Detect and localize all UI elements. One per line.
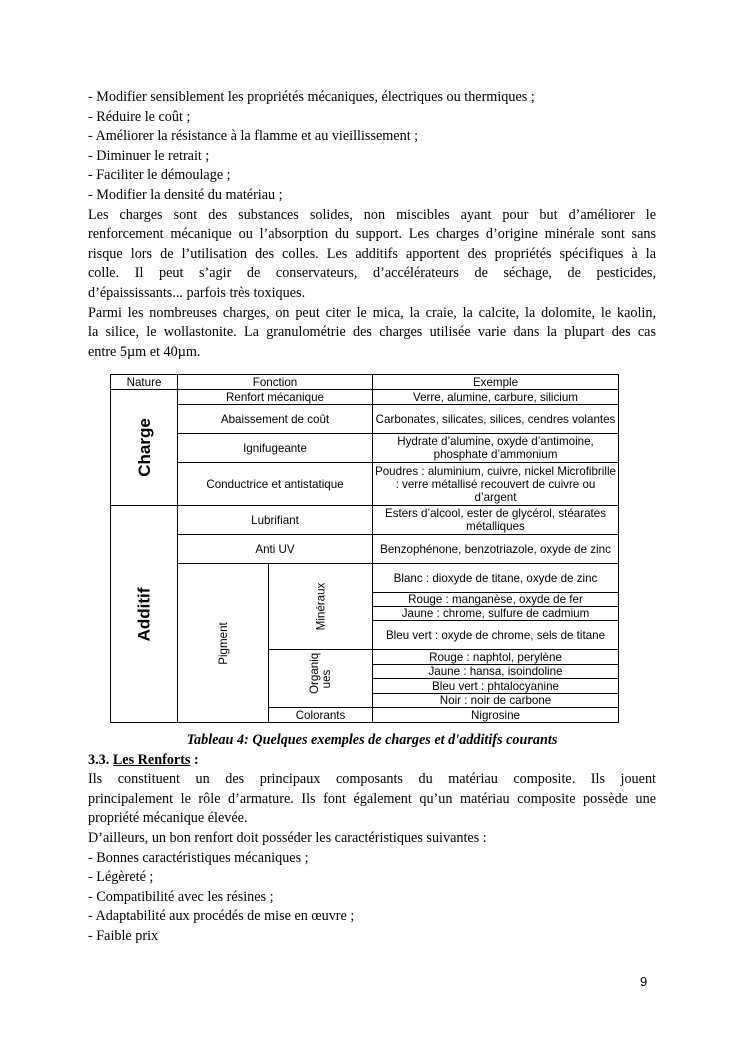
paragraph-line: Les charges sont des substances solides, non miscibles ayant pour but d’améliorer le xyxy=(88,206,656,223)
paragraph-line: entre 5µm et 40µm. xyxy=(88,343,201,360)
section-heading xyxy=(88,751,199,771)
list-item: - Bonnes caractéristiques mécaniques ; xyxy=(88,849,309,866)
table-header-row xyxy=(111,375,619,390)
paragraph-line: Ils constituent un des principaux composants du matériau composite. Ils jouent xyxy=(88,771,656,788)
exemple-cell: Carbonates, silicates, silices, cendres volantes xyxy=(373,405,619,434)
paragraph-line: propriété mécanique élevée. xyxy=(88,810,248,827)
fonction-cell: Abaissement de coût xyxy=(178,405,373,434)
organiques-label: Organiq ues xyxy=(307,652,333,694)
exemple-cell: Jaune : chrome, sulfure de cadmium xyxy=(373,607,619,621)
fonction-cell: Renfort mécanique xyxy=(178,390,373,405)
exemple-cell: Esters d’alcool, ester de glycérol, stéarates métalliques xyxy=(373,506,619,535)
paragraph-renforts xyxy=(88,770,656,829)
list-item: - Améliorer la résistance à la flamme et au vieillissement ; xyxy=(88,128,419,145)
list-item: - Modifier sensiblement les propriétés mécaniques, électriques ou thermiques ; xyxy=(88,89,535,105)
list-item: - Adaptabilité aux procédés de mise en œuvre ; xyxy=(88,908,355,925)
list-item: - Réduire le coût ; xyxy=(88,108,191,125)
exemple-cell: Bleu vert : oxyde de chrome, sels de titane xyxy=(373,621,619,650)
table-row xyxy=(111,506,619,535)
exemple-cell: Verre, alumine, carbure, silicium xyxy=(373,390,619,405)
table-row xyxy=(111,390,619,405)
header-nature: Nature xyxy=(111,375,178,390)
paragraph-charges xyxy=(88,206,656,304)
list-item: - Faible prix xyxy=(88,927,159,944)
group-additif-label: Additif xyxy=(134,587,154,641)
list-item: - Compatibilité avec les résines ; xyxy=(88,888,274,905)
organiques-cell xyxy=(269,650,373,708)
list-item: - Faciliter le démoulage ; xyxy=(88,167,231,184)
fonction-cell: Lubrifiant xyxy=(178,506,373,535)
intro-line: D’ailleurs, un bon renfort doit posséder les caractéristiques suivantes : xyxy=(88,829,487,846)
table-row xyxy=(111,405,619,434)
exemple-cell: Bleu vert : phtalocyanine xyxy=(373,679,619,694)
exemple-cell: Blanc : dioxyde de titane, oxyde de zinc xyxy=(373,564,619,593)
page-number: 9 xyxy=(640,974,648,989)
paragraph-line: principalement le rôle d’armature. Ils font également qu’un matériau composite possède une xyxy=(88,790,656,807)
table-row xyxy=(111,535,619,564)
group-charge-label: Charge xyxy=(134,418,154,477)
paragraph-line: la silice, le wollastonite. La granulométrie des charges utilisée varie dans la plupart des cas xyxy=(88,324,656,341)
mineraux-label: Minéraux xyxy=(314,582,327,631)
group-charge xyxy=(111,390,178,506)
paragraph-line: renforcement mécanique ou l’absorption du support. Les charges d’origine minérale sont sans xyxy=(88,226,656,243)
paragraph-line: Parmi les nombreuses charges, on peut citer le mica, la craie, la calcite, la dolomite, le kaolin, xyxy=(88,304,656,321)
exemple-cell: Jaune : hansa, isoindoline xyxy=(373,665,619,679)
paragraph-line: colle. Il peut s’agir de conservateurs, d’accélérateurs de séchage, de pesticides, xyxy=(88,265,656,282)
pigment-label: Pigment xyxy=(216,621,230,665)
table-row xyxy=(111,434,619,463)
fonction-cell: Conductrice et antistatique xyxy=(178,463,373,506)
colorants-cell: Colorants xyxy=(269,708,373,723)
section-title: Les Renforts xyxy=(112,751,191,768)
exemple-cell: Benzophénone, benzotriazole, oxyde de zinc xyxy=(373,535,619,564)
header-exemple: Exemple xyxy=(373,375,619,390)
paragraph-examples xyxy=(88,304,656,363)
charges-additifs-table xyxy=(110,374,619,723)
list-item: - Modifier la densité du matériau ; xyxy=(88,187,283,203)
paragraph-line: risque lors de l’utilisation des colles. Les additifs apportent des propriétés spécifiques à la xyxy=(88,245,656,262)
table-row xyxy=(111,564,619,593)
exemple-cell: Poudres : aluminium, cuivre, nickel Microfibrille : verre métallisé recouvert de cuivre ou d’argent xyxy=(373,463,619,506)
list-item: - Légèreté ; xyxy=(88,869,154,886)
header-fonction: Fonction xyxy=(178,375,373,390)
exemple-cell: Rouge : manganèse, oxyde de fer xyxy=(373,593,619,607)
fonction-cell: Anti UV xyxy=(178,535,373,564)
section-number: 3.3. xyxy=(88,751,110,768)
exemple-cell: Hydrate d’alumine, oxyde d’antimoine, phosphate d’ammonium xyxy=(373,434,619,463)
mineraux-cell xyxy=(269,564,373,650)
exemple-cell: Noir : noir de carbone xyxy=(373,694,619,708)
list-item: - Diminuer le retrait ; xyxy=(88,147,210,164)
pigment-cell xyxy=(178,564,269,723)
exemple-cell: Rouge : naphtol, perylène xyxy=(373,650,619,665)
section-suffix: : xyxy=(190,751,199,768)
paragraph-line: d’épaississants... parfois très toxiques. xyxy=(88,284,306,301)
table-row xyxy=(111,463,619,506)
table-caption: Tableau 4: Quelques exemples de charges et d'additifs courants xyxy=(186,732,558,748)
exemple-cell: Nigrosine xyxy=(373,708,619,723)
fonction-cell: Ignifugeante xyxy=(178,434,373,463)
group-additif xyxy=(111,506,178,723)
